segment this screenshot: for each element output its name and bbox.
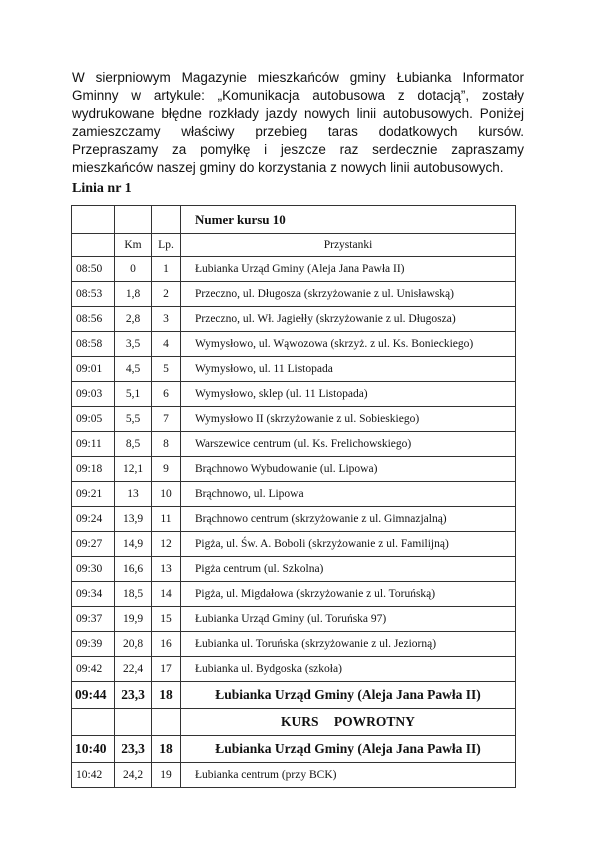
- column-header-row: [72, 234, 516, 257]
- table-row: [72, 482, 516, 507]
- stop-cell: Przeczno, ul. Wł. Jagiełły (skrzyżowanie z ul. Długosza): [181, 307, 516, 332]
- lp-cell: 17: [152, 657, 181, 682]
- table-row: [72, 382, 516, 407]
- lp-cell: 4: [152, 332, 181, 357]
- lp-cell: 7: [152, 407, 181, 432]
- stop-cell: Łubianka ul. Bydgoska (szkoła): [181, 657, 516, 682]
- table-row: [72, 532, 516, 557]
- table-row: [72, 582, 516, 607]
- stop-cell: Pigża, ul. Św. A. Boboli (skrzyżowanie z ul. Familijną): [181, 532, 516, 557]
- col-km-header: Km: [115, 234, 152, 257]
- return-course-label: KURS POWROTNY: [181, 709, 516, 736]
- stop-cell: Brąchnowo centrum (skrzyżowanie z ul. Gimnazjalną): [181, 507, 516, 532]
- table-row: [72, 432, 516, 457]
- col-stops-header: Przystanki: [181, 234, 516, 257]
- stop-cell: Wymysłowo, ul. 11 Listopada: [181, 357, 516, 382]
- km-cell: 5,5: [115, 407, 152, 432]
- km-cell: 23,3: [115, 736, 152, 763]
- time-cell: 09:44: [72, 682, 115, 709]
- lp-cell: 8: [152, 432, 181, 457]
- km-cell: 24,2: [115, 763, 152, 788]
- km-cell: 13: [115, 482, 152, 507]
- time-cell: 09:42: [72, 657, 115, 682]
- table-row: [72, 257, 516, 282]
- lp-cell: 16: [152, 632, 181, 657]
- km-cell: 23,3: [115, 682, 152, 709]
- stop-cell: Brąchnowo, ul. Lipowa: [181, 482, 516, 507]
- km-cell: 13,9: [115, 507, 152, 532]
- course-title: Numer kursu 10: [181, 206, 516, 234]
- table-row: [72, 632, 516, 657]
- lp-cell: 2: [152, 282, 181, 307]
- stop-cell: Łubianka Urząd Gminy (Aleja Jana Pawła II): [181, 257, 516, 282]
- table-row: [72, 307, 516, 332]
- km-cell: 19,9: [115, 607, 152, 632]
- intro-line: zamieszczamy właściwy przebieg taras dodatkowych kursów.: [72, 124, 524, 139]
- km-cell: 3,5: [115, 332, 152, 357]
- lp-cell: 1: [152, 257, 181, 282]
- km-cell: 16,6: [115, 557, 152, 582]
- time-cell: 09:03: [72, 382, 115, 407]
- time-cell: 10:42: [72, 763, 115, 788]
- timetable: [71, 205, 516, 788]
- lp-cell: 3: [152, 307, 181, 332]
- stop-cell: Przeczno, ul. Długosza (skrzyżowanie z ul. Unisławską): [181, 282, 516, 307]
- stop-cell: Łubianka Urząd Gminy (Aleja Jana Pawła II): [181, 682, 516, 709]
- time-cell: 09:39: [72, 632, 115, 657]
- intro-line: Gminny w artykule: „Komunikacja autobusowa z dotacją”, zostały: [72, 88, 524, 103]
- km-cell: 20,8: [115, 632, 152, 657]
- lp-cell: 19: [152, 763, 181, 788]
- table-row: [72, 607, 516, 632]
- time-cell: 09:01: [72, 357, 115, 382]
- km-cell: 1,8: [115, 282, 152, 307]
- arrival-row: [72, 682, 516, 709]
- lp-cell: 10: [152, 482, 181, 507]
- lp-cell: 18: [152, 736, 181, 763]
- time-cell: 09:11: [72, 432, 115, 457]
- line-heading: Linia nr 1: [72, 181, 132, 196]
- table-row: [72, 407, 516, 432]
- time-cell: 09:05: [72, 407, 115, 432]
- table-row: [72, 457, 516, 482]
- time-cell: 08:50: [72, 257, 115, 282]
- km-cell: 8,5: [115, 432, 152, 457]
- stop-cell: Pigża centrum (ul. Szkolna): [181, 557, 516, 582]
- stop-cell: Wymysłowo, sklep (ul. 11 Listopada): [181, 382, 516, 407]
- time-cell: 09:21: [72, 482, 115, 507]
- km-cell: 14,9: [115, 532, 152, 557]
- table-row: [72, 557, 516, 582]
- intro-line: W sierpniowym Magazynie mieszkańców gminy Łubianka Informator: [72, 70, 524, 85]
- table-row: [72, 357, 516, 382]
- km-cell: 22,4: [115, 657, 152, 682]
- stop-cell: Brąchnowo Wybudowanie (ul. Lipowa): [181, 457, 516, 482]
- return-departure-row: [72, 736, 516, 763]
- km-cell: 18,5: [115, 582, 152, 607]
- km-cell: 0: [115, 257, 152, 282]
- time-cell: 10:40: [72, 736, 115, 763]
- lp-cell: 11: [152, 507, 181, 532]
- intro-paragraph: [72, 69, 524, 177]
- time-cell: 09:30: [72, 557, 115, 582]
- time-cell: 09:34: [72, 582, 115, 607]
- time-cell: 09:18: [72, 457, 115, 482]
- stop-cell: Łubianka Urząd Gminy (Aleja Jana Pawła II): [181, 736, 516, 763]
- km-cell: 12,1: [115, 457, 152, 482]
- time-cell: 09:27: [72, 532, 115, 557]
- lp-cell: 12: [152, 532, 181, 557]
- stop-cell: Wymysłowo II (skrzyżowanie z ul. Sobieskiego): [181, 407, 516, 432]
- km-cell: 4,5: [115, 357, 152, 382]
- course-header-row: [72, 206, 516, 234]
- lp-cell: 15: [152, 607, 181, 632]
- time-cell: 08:58: [72, 332, 115, 357]
- table-row: [72, 282, 516, 307]
- lp-cell: 18: [152, 682, 181, 709]
- table-row: [72, 657, 516, 682]
- col-lp-header: Lp.: [152, 234, 181, 257]
- lp-cell: 13: [152, 557, 181, 582]
- intro-line: Przepraszamy za pomyłkę i jeszcze raz serdecznie zapraszamy: [72, 142, 524, 157]
- time-cell: 09:37: [72, 607, 115, 632]
- intro-line: wydrukowane błędne rozkłady jazdy nowych linii autobusowych. Poniżej: [72, 106, 524, 121]
- km-cell: 5,1: [115, 382, 152, 407]
- lp-cell: 6: [152, 382, 181, 407]
- lp-cell: 9: [152, 457, 181, 482]
- time-cell: 08:53: [72, 282, 115, 307]
- stop-cell: Łubianka ul. Toruńska (skrzyżowanie z ul. Jeziorną): [181, 632, 516, 657]
- return-course-row: [72, 709, 516, 736]
- lp-cell: 5: [152, 357, 181, 382]
- stop-cell: Warszewice centrum (ul. Ks. Frelichowskiego): [181, 432, 516, 457]
- stop-cell: Pigża, ul. Migdałowa (skrzyżowanie z ul. Toruńską): [181, 582, 516, 607]
- stop-cell: Łubianka centrum (przy BCK): [181, 763, 516, 788]
- table-row: [72, 332, 516, 357]
- time-cell: 09:24: [72, 507, 115, 532]
- intro-line: mieszkańców naszej gminy do korzystania z nowych linii autobusowych.: [72, 160, 504, 175]
- stop-cell: Wymysłowo, ul. Wąwozowa (skrzyż. z ul. Ks. Bonieckiego): [181, 332, 516, 357]
- table-row: [72, 763, 516, 788]
- table-row: [72, 507, 516, 532]
- stop-cell: Łubianka Urząd Gminy (ul. Toruńska 97): [181, 607, 516, 632]
- km-cell: 2,8: [115, 307, 152, 332]
- time-cell: 08:56: [72, 307, 115, 332]
- lp-cell: 14: [152, 582, 181, 607]
